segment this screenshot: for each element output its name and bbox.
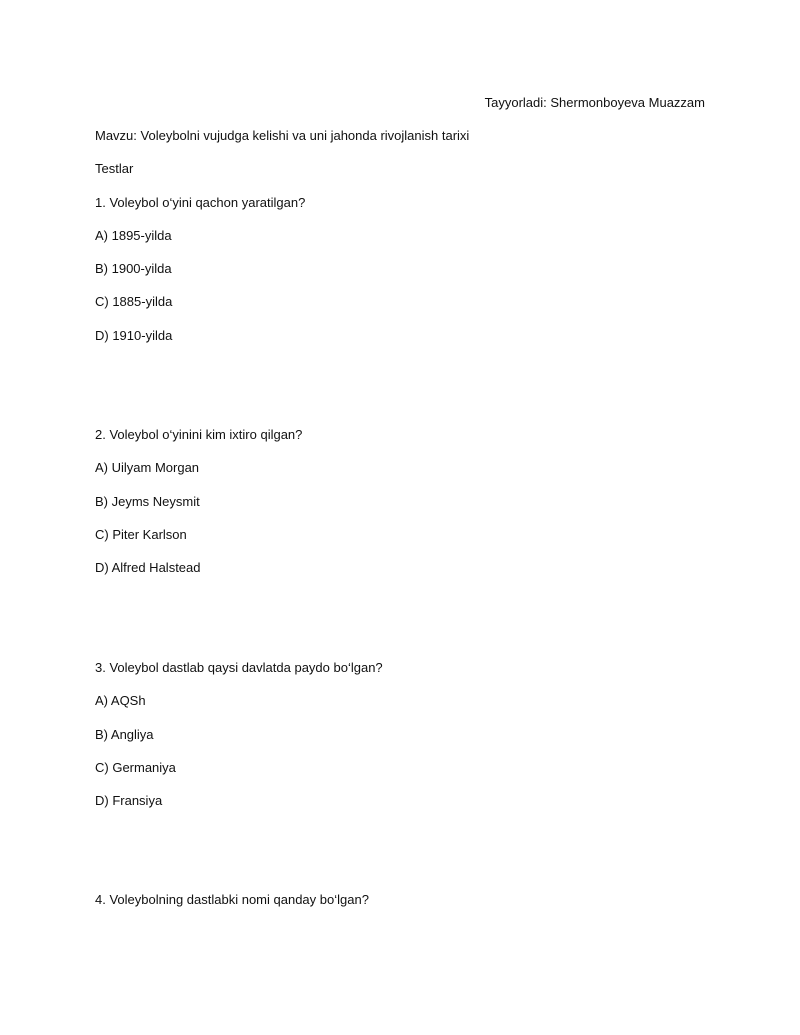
- question-1-option-c: C) 1885-yilda: [95, 294, 173, 309]
- question-3-option-b: B) Angliya: [95, 727, 154, 742]
- section-heading: Testlar: [95, 161, 134, 176]
- question-2-option-b: B) Jeyms Neysmit: [95, 494, 200, 509]
- question-3: 3. Voleybol dastlab qaysi davlatda paydo bo‘lgan?: [95, 660, 383, 675]
- question-4: 4. Voleybolning dastlabki nomi qanday bo‘lgan?: [95, 892, 369, 907]
- question-1-option-a: A) 1895-yilda: [95, 228, 172, 243]
- author-line: Tayyorladi: Shermonboyeva Muazzam: [484, 95, 705, 110]
- question-3-option-d: D) Fransiya: [95, 793, 163, 808]
- question-2-option-a: A) Uilyam Morgan: [95, 460, 200, 475]
- topic-line: Mavzu: Voleybolni vujudga kelishi va uni jahonda rivojlanish tarixi: [95, 128, 470, 143]
- question-2-option-c: C) Piter Karlson: [95, 527, 187, 542]
- question-3-option-c: C) Germaniya: [95, 760, 176, 775]
- question-1: 1. Voleybol o‘yini qachon yaratilgan?: [95, 195, 306, 210]
- question-1-option-b: B) 1900-yilda: [95, 261, 172, 276]
- question-1-option-d: D) 1910-yilda: [95, 328, 173, 343]
- question-2-option-d: D) Alfred Halstead: [95, 560, 201, 575]
- question-3-option-a: A) AQSh: [95, 693, 146, 708]
- question-2: 2. Voleybol o‘yinini kim ixtiro qilgan?: [95, 427, 303, 442]
